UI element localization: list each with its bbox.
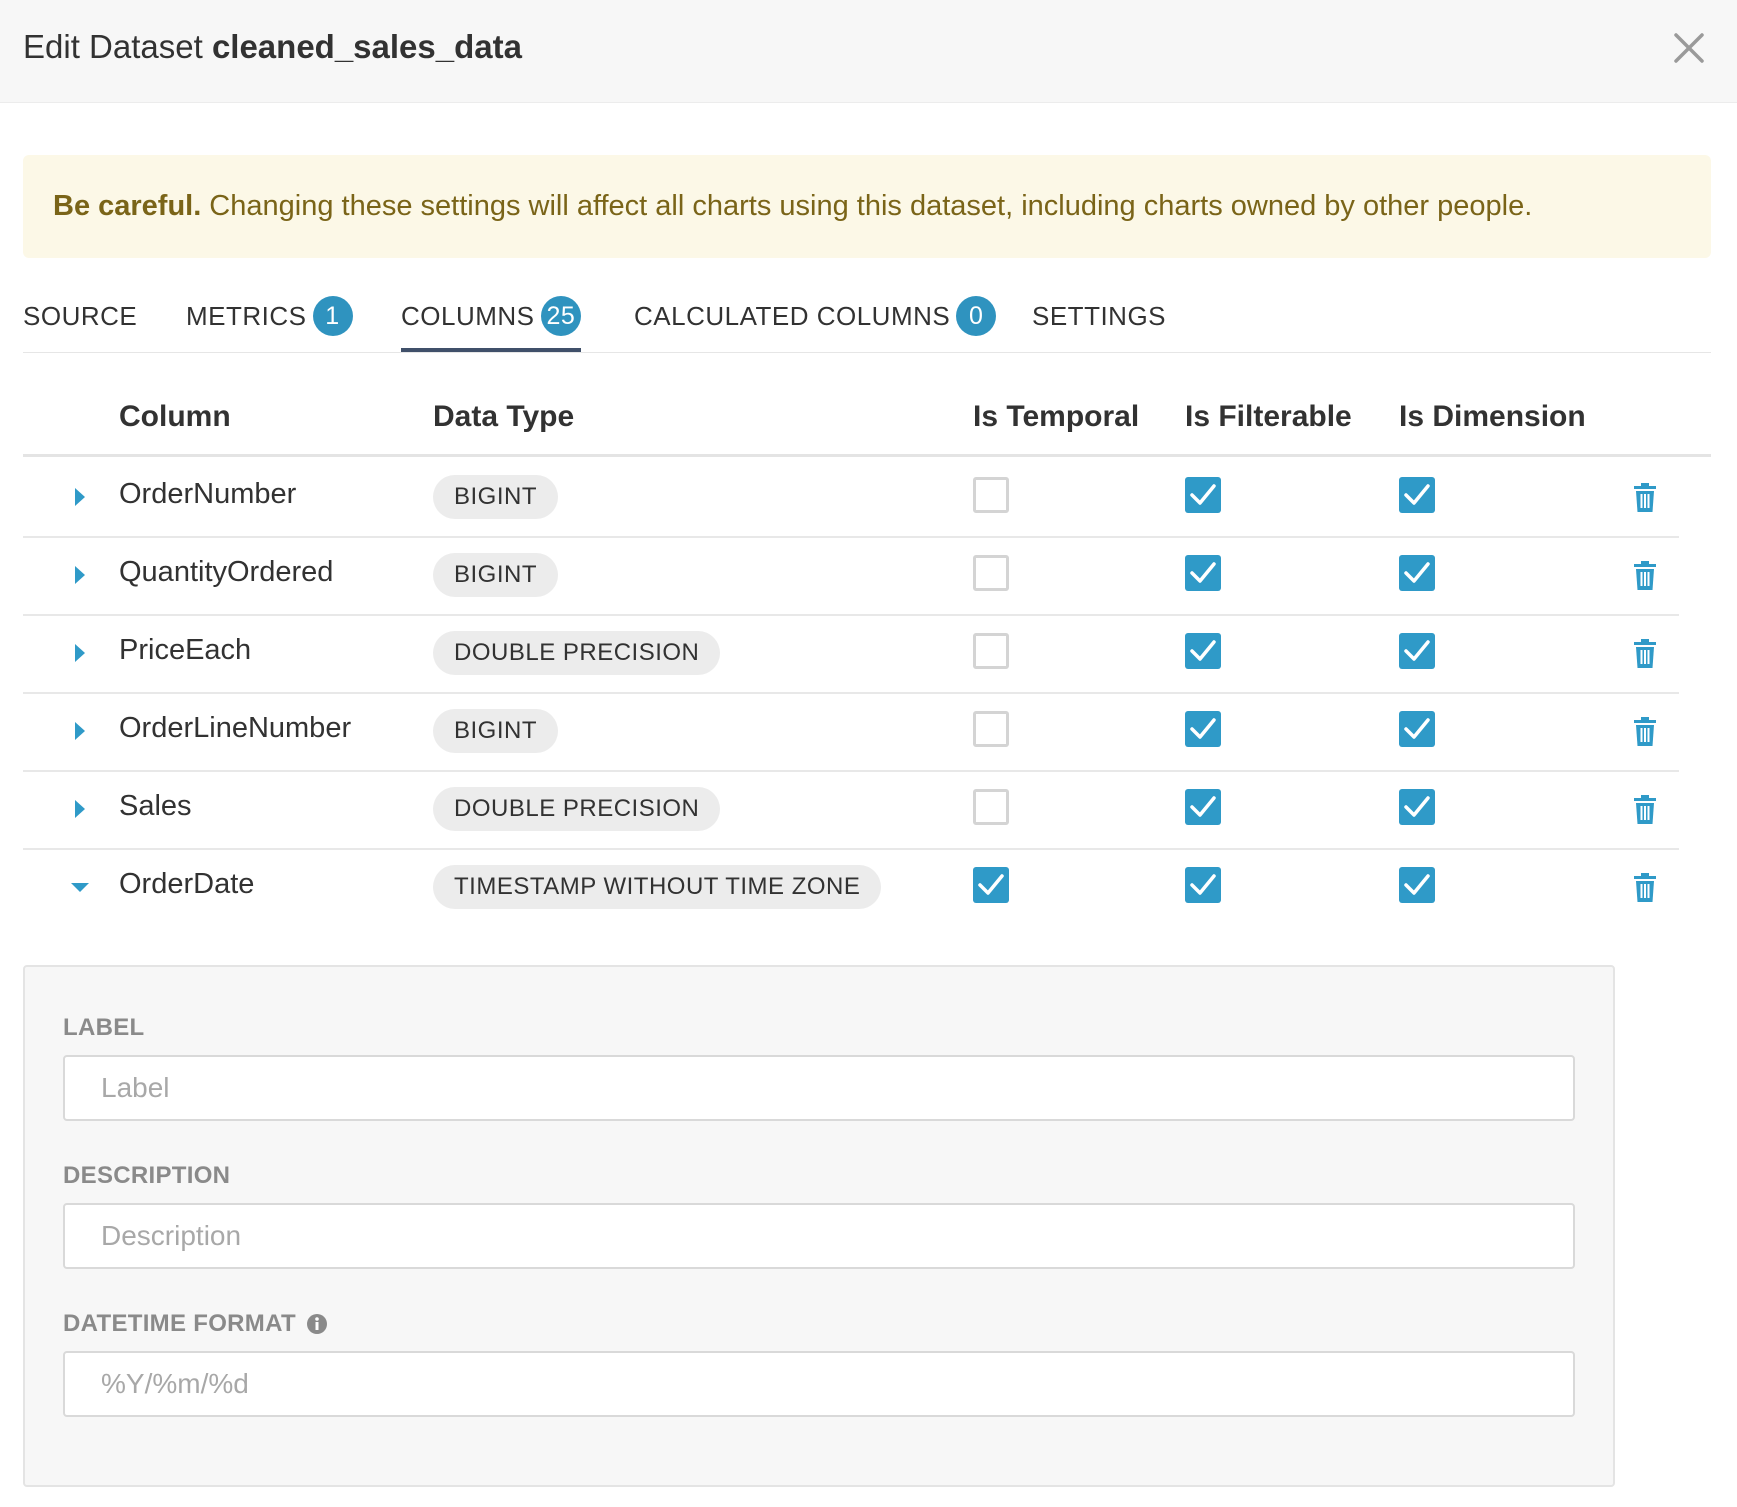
datetime-format-input[interactable] [63, 1351, 1575, 1417]
trash-icon [1632, 639, 1658, 669]
delete-column-button[interactable] [1632, 483, 1658, 513]
is-filterable-checkbox[interactable] [1185, 711, 1221, 747]
is-filterable-checkbox[interactable] [1185, 867, 1221, 903]
tab-label: SETTINGS [1032, 300, 1167, 331]
warning-strong: Be careful. [53, 190, 202, 222]
caret-right-icon [68, 641, 92, 665]
info-icon[interactable] [306, 1313, 328, 1335]
check-icon [1403, 716, 1431, 742]
tab-label: COLUMNS [401, 300, 535, 331]
caret-right-icon [68, 563, 92, 587]
header-is-temporal: Is Temporal [973, 400, 1140, 433]
data-type-tag: DOUBLE PRECISION [433, 787, 720, 831]
warning-alert [23, 155, 1711, 258]
is-temporal-checkbox[interactable] [973, 867, 1009, 903]
check-icon [1189, 872, 1217, 898]
close-button[interactable] [1671, 30, 1707, 66]
tab-source[interactable] [23, 280, 137, 352]
column-name: Sales [119, 790, 192, 822]
header-is-filterable: Is Filterable [1185, 400, 1352, 433]
check-icon [977, 872, 1005, 898]
expand-row-toggle[interactable] [68, 485, 92, 509]
is-dimension-checkbox[interactable] [1399, 477, 1435, 513]
trash-icon [1632, 561, 1658, 591]
is-dimension-checkbox[interactable] [1399, 555, 1435, 591]
trash-icon [1632, 483, 1658, 513]
table-row [23, 536, 1679, 616]
warning-text: Changing these settings will affect all charts using this dataset, including charts owned by other people. [209, 190, 1533, 222]
check-icon [1403, 638, 1431, 664]
delete-column-button[interactable] [1632, 795, 1658, 825]
close-icon [1671, 30, 1707, 66]
is-temporal-checkbox[interactable] [973, 633, 1009, 669]
tab-metrics[interactable] [186, 280, 353, 352]
caret-right-icon [68, 485, 92, 509]
caret-down-icon [68, 875, 92, 899]
expand-row-toggle[interactable] [68, 563, 92, 587]
check-icon [1189, 560, 1217, 586]
is-dimension-checkbox[interactable] [1399, 867, 1435, 903]
delete-column-button[interactable] [1632, 873, 1658, 903]
column-name: OrderNumber [119, 478, 297, 510]
check-icon [1403, 872, 1431, 898]
tab-calculated-columns[interactable] [634, 280, 996, 352]
table-row [23, 770, 1679, 850]
modal-title-prefix: Edit Dataset [23, 28, 203, 65]
delete-column-button[interactable] [1632, 561, 1658, 591]
delete-column-button[interactable] [1632, 639, 1658, 669]
tab-count-badge: 25 [541, 296, 582, 336]
header-data-type: Data Type [433, 400, 575, 433]
header-is-dimension: Is Dimension [1399, 400, 1586, 433]
datetime-format-field-title [63, 1310, 328, 1338]
tab-columns[interactable] [401, 280, 581, 352]
description-input[interactable] [63, 1203, 1575, 1269]
caret-right-icon [68, 797, 92, 821]
dataset-name: cleaned_sales_data [211, 28, 522, 65]
is-temporal-checkbox[interactable] [973, 477, 1009, 513]
table-row [23, 614, 1679, 694]
column-name: PriceEach [119, 634, 252, 666]
data-type-tag: BIGINT [433, 709, 558, 753]
label-input[interactable] [63, 1055, 1575, 1121]
table-row [23, 458, 1679, 538]
label-field-title-text: LABEL [63, 1014, 145, 1041]
data-type-tag: DOUBLE PRECISION [433, 631, 720, 675]
is-temporal-checkbox[interactable] [973, 789, 1009, 825]
tab-count-badge: 0 [956, 296, 996, 336]
column-name: OrderLineNumber [119, 712, 352, 744]
tab-settings[interactable] [1032, 280, 1166, 352]
check-icon [1403, 482, 1431, 508]
caret-right-icon [68, 719, 92, 743]
tab-label: SOURCE [23, 300, 138, 331]
data-type-tag: BIGINT [433, 553, 558, 597]
is-temporal-checkbox[interactable] [973, 555, 1009, 591]
column-name: QuantityOrdered [119, 556, 334, 588]
table-row [23, 692, 1679, 772]
expand-row-toggle[interactable] [68, 719, 92, 743]
check-icon [1189, 638, 1217, 664]
datetime-format-field-title-text: DATETIME FORMAT [63, 1310, 296, 1337]
modal-title [23, 28, 522, 66]
column-detail-panel [23, 965, 1615, 1487]
expand-row-toggle[interactable] [68, 797, 92, 821]
data-type-tag: BIGINT [433, 475, 558, 519]
check-icon [1403, 794, 1431, 820]
description-field-title-text: DESCRIPTION [63, 1162, 231, 1189]
collapse-row-toggle[interactable] [68, 875, 92, 899]
delete-column-button[interactable] [1632, 717, 1658, 747]
tab-count-badge: 1 [313, 296, 353, 336]
header-column: Column [119, 400, 231, 433]
tab-label: METRICS [186, 300, 307, 331]
table-row [23, 848, 1679, 926]
column-name: OrderDate [119, 868, 255, 900]
is-filterable-checkbox[interactable] [1185, 633, 1221, 669]
expand-row-toggle[interactable] [68, 641, 92, 665]
is-dimension-checkbox[interactable] [1399, 711, 1435, 747]
label-field-title [63, 1014, 145, 1042]
data-type-tag: TIMESTAMP WITHOUT TIME ZONE [433, 865, 881, 909]
trash-icon [1632, 717, 1658, 747]
is-dimension-checkbox[interactable] [1399, 633, 1435, 669]
description-field-title [63, 1162, 230, 1190]
is-filterable-checkbox[interactable] [1185, 789, 1221, 825]
is-filterable-checkbox[interactable] [1185, 477, 1221, 513]
trash-icon [1632, 873, 1658, 903]
is-temporal-checkbox[interactable] [973, 711, 1009, 747]
check-icon [1189, 716, 1217, 742]
check-icon [1189, 794, 1217, 820]
is-dimension-checkbox[interactable] [1399, 789, 1435, 825]
trash-icon [1632, 795, 1658, 825]
check-icon [1189, 482, 1217, 508]
tab-label: CALCULATED COLUMNS [634, 300, 951, 331]
table-header-divider [23, 454, 1711, 457]
tab-bar [23, 280, 1711, 353]
modal-header [0, 0, 1737, 103]
check-icon [1403, 560, 1431, 586]
is-filterable-checkbox[interactable] [1185, 555, 1221, 591]
